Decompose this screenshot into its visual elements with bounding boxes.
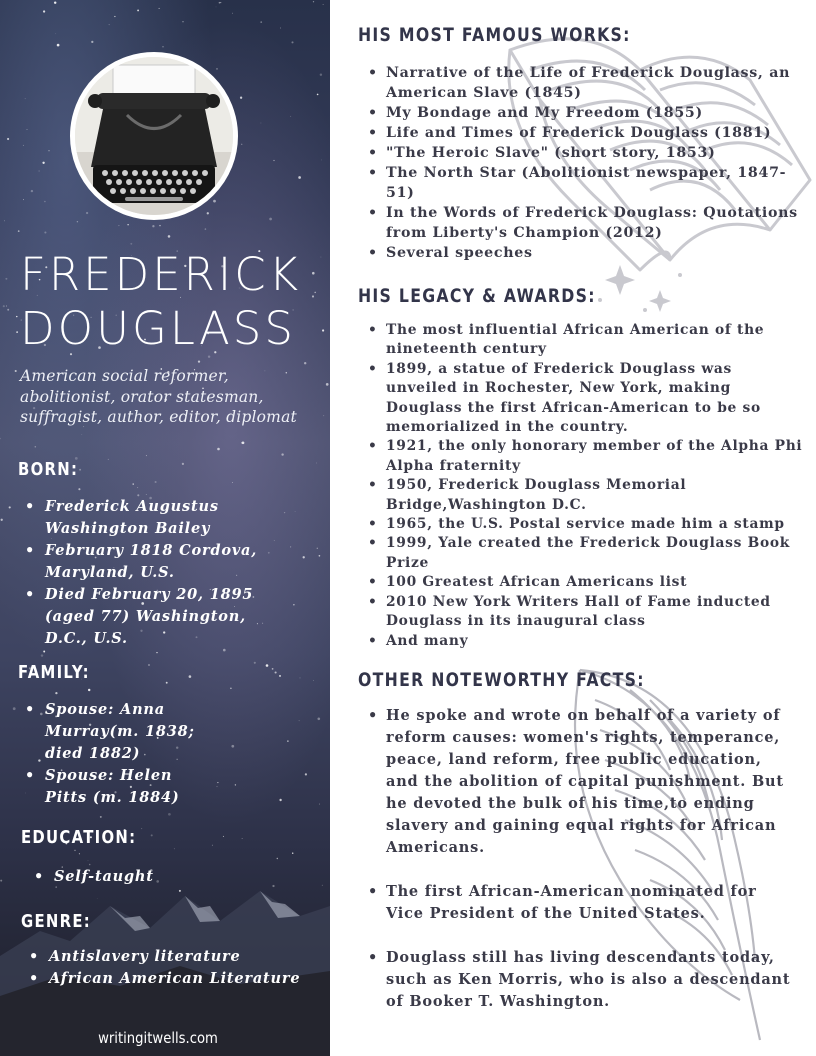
list-item: • African American Literature xyxy=(22,968,312,990)
list-item: • February 1818 Cordova, Maryland, U.S. xyxy=(18,540,288,584)
works-list xyxy=(366,63,806,263)
list-item: • 2010 New York Writers Hall of Fame inducted Douglass in its inaugural class xyxy=(366,593,806,632)
legacy-list xyxy=(366,321,806,651)
list-item: • Douglass still has living descendants today, such as Ken Morris, who is also a descendant of Booker T. Washington. xyxy=(366,947,798,1013)
family-heading: FAMILY: xyxy=(18,663,90,683)
website-link[interactable]: writingitwells.com xyxy=(98,1029,218,1047)
list-item: • Life and Times of Frederick Douglass (1881) xyxy=(366,123,806,143)
sidebar xyxy=(0,0,330,1056)
list-item: • 1950, Frederick Douglass Memorial Bridge,Washington D.C. xyxy=(366,476,806,515)
list-item: • 100 Greatest African Americans list xyxy=(366,573,806,592)
list-item: • 1899, a statue of Frederick Douglass was unveiled in Rochester, New York, making Douglass the first African-American to be so memorialized in the country. xyxy=(366,360,806,438)
education-heading: EDUCATION: xyxy=(21,828,137,848)
list-item: • The most influential African American of the nineteenth century xyxy=(366,321,806,360)
facts-heading: OTHER NOTEWORTHY FACTS: xyxy=(358,670,645,691)
born-list xyxy=(18,496,288,650)
works-heading: HIS MOST FAMOUS WORKS: xyxy=(358,25,631,46)
education-list xyxy=(27,866,277,888)
page-title xyxy=(20,248,320,356)
born-heading: BORN: xyxy=(18,460,79,480)
title-first-name: FREDERICK xyxy=(20,248,302,301)
list-item: • 1921, the only honorary member of the Alpha Phi Alpha fraternity xyxy=(366,437,806,476)
genre-heading: GENRE: xyxy=(21,912,92,932)
list-item: • Frederick Augustus Washington Bailey xyxy=(18,496,288,540)
family-list xyxy=(18,699,218,809)
list-item: • And many xyxy=(366,632,806,651)
genre-list xyxy=(22,946,312,990)
list-item: • Several speeches xyxy=(366,243,806,263)
list-item: • The first African-American nominated for Vice President of the United States. xyxy=(366,881,798,925)
subtitle: American social reformer, abolitionist, orator statesman, suffragist, author, editor, diplomat xyxy=(20,367,297,426)
main-content xyxy=(330,0,816,1056)
legacy-heading: HIS LEGACY & AWARDS: xyxy=(358,286,596,307)
list-item: • My Bondage and My Freedom (1855) xyxy=(366,103,806,123)
facts-list xyxy=(366,705,798,1035)
list-item: • Narrative of the Life of Frederick Douglass, an American Slave (1845) xyxy=(366,63,806,103)
list-item: • 1999, Yale created the Frederick Douglass Book Prize xyxy=(366,534,806,573)
list-item: • 1965, the U.S. Postal service made him a stamp xyxy=(366,515,806,534)
typewriter-photo xyxy=(70,52,238,220)
list-item: • "The Heroic Slave" (short story, 1853) xyxy=(366,143,806,163)
list-item: • Spouse: Anna Murray(m. 1838; died 1882) xyxy=(18,699,218,765)
list-item: • Spouse: Helen Pitts (m. 1884) xyxy=(18,765,218,809)
list-item: • Antislavery literature xyxy=(22,946,312,968)
list-item: • Self-taught xyxy=(27,866,277,888)
title-last-name: DOUGLASS xyxy=(20,302,296,355)
list-item: • Died February 20, 1895 (aged 77) Washington, D.C., U.S. xyxy=(18,584,288,650)
typewriter-icon xyxy=(75,57,233,215)
list-item: • He spoke and wrote on behalf of a variety of reform causes: women's rights, temperance, peace, land reform, free public education, and the abolition of capital punishment. But he devoted the bulk of his time,to ending slavery and gaining equal rights for African Americans. xyxy=(366,705,798,859)
list-item: • The North Star (Abolitionist newspaper, 1847-51) xyxy=(366,163,806,203)
list-item: • In the Words of Frederick Douglass: Quotations from Liberty's Champion (2012) xyxy=(366,203,806,243)
